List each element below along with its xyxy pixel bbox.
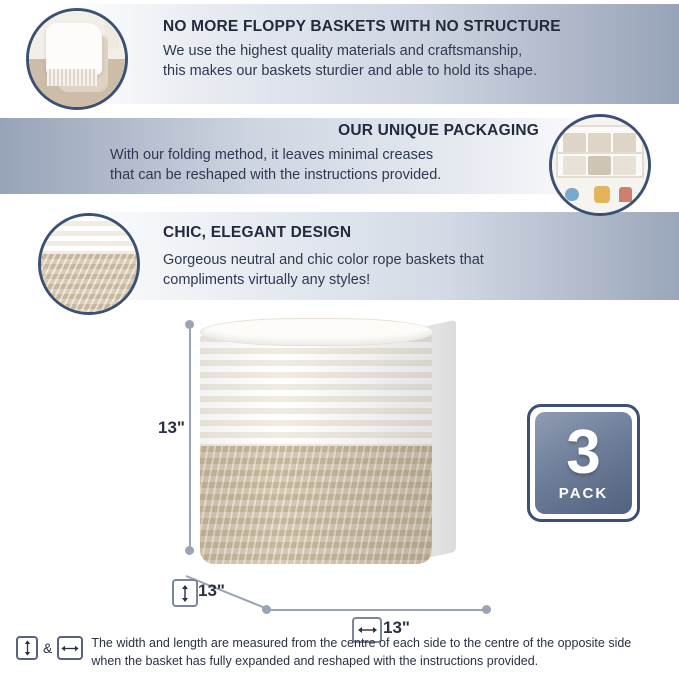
dim-dot-top-left — [185, 320, 194, 329]
basket-rim — [200, 318, 434, 346]
pack-badge-inner — [535, 412, 632, 514]
feature-title: OUR UNIQUE PACKAGING — [338, 122, 539, 139]
footnote-text — [91, 634, 631, 670]
width-dimension-line — [266, 609, 484, 611]
feature-text-packaging — [14, 122, 539, 185]
depth-dimension-icon — [172, 579, 198, 607]
width-dimension-label: 13" — [383, 618, 410, 637]
feature-text-design — [163, 224, 663, 290]
footnote-horizontal-arrow-icon — [57, 636, 83, 660]
basket-illustration — [186, 318, 456, 573]
shelf-with-baskets-photo — [549, 114, 651, 216]
basket-front-shading — [200, 330, 432, 564]
feature-row-structure — [0, 4, 679, 104]
footnote-vertical-arrow-icon — [16, 636, 38, 660]
footnote-line2: when the basket has fully expanded and reshaped with the instructions provided. — [91, 654, 539, 669]
feature-row-design — [0, 212, 679, 300]
dim-dot-bottom-left — [185, 546, 194, 555]
feature-title: CHIC, ELEGANT DESIGN — [163, 224, 352, 241]
feature-row-packaging — [0, 118, 679, 194]
pack-count-word: PACK — [558, 484, 609, 502]
feature-body — [163, 41, 663, 81]
blanket-basket-room-photo — [26, 8, 128, 110]
basket-body — [186, 318, 456, 573]
feature-text-structure — [163, 18, 663, 81]
footnote-icons — [16, 634, 83, 660]
footnote — [16, 634, 666, 670]
footnote-ampersand: & — [43, 640, 53, 656]
pack-count-badge — [527, 404, 640, 522]
feature-title: NO MORE FLOPPY BASKETS WITH NO STRUCTURE — [163, 18, 561, 35]
feature-body-line2: this makes our baskets sturdier and able to hold its shape. — [163, 62, 537, 79]
vertical-arrow-icon — [180, 585, 190, 602]
feature-body-line1: We use the highest quality materials and craftsmanship, — [163, 42, 523, 59]
feature-body — [14, 145, 539, 185]
pack-count-number: 3 — [566, 418, 601, 488]
feature-body — [163, 250, 663, 290]
rope-texture-closeup-photo — [38, 213, 140, 315]
feature-body-line2: that can be reshaped with the instructions provided. — [110, 166, 442, 183]
feature-body-line1: With our folding method, it leaves minimal creases — [110, 146, 434, 163]
height-dimension-label: 13" — [158, 418, 185, 437]
feature-body-line2: compliments virtually any styles! — [163, 271, 371, 288]
feature-body-line1: Gorgeous neutral and chic color rope baskets that — [163, 251, 484, 268]
footnote-line1: The width and length are measured from the centre of each side to the centre of the opposite side — [91, 636, 632, 650]
height-dimension-line — [189, 329, 191, 546]
depth-dimension-label: 13" — [198, 581, 225, 600]
